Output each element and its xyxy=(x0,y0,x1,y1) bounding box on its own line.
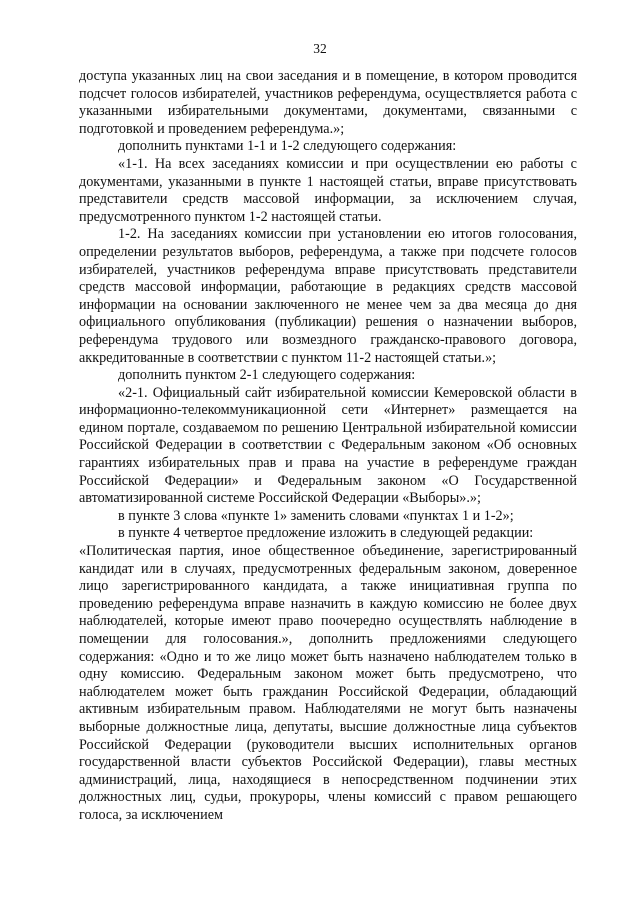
paragraph-point-3-change: в пункте 3 слова «пункте 1» заменить словами «пунктах 1 и 1-2»; xyxy=(118,507,514,524)
paragraph-point-4-new-text: «Политическая партия, иное общественное объединение, зарегистрированный кандидат или в случаях, предусмотренных федеральным законом, доверенное лицо зарегистрированного кандидата, а также инициативная группа по проведению референдума вправе назначить в каждую комиссию не более двух наблюдателей, которые имеют право поочередно осуществлять наблюдение в помещении для голосования.», дополнить предложениями следующего содержания: «Одно и то же лицо может быть назначено наблюдателем только в одну комиссию. Федеральным законом может быть предусмотрено, что наблюдателем может быть гражданин Российской Федерации, обладающий активным избирательным правом. Наблюдателями не могут быть назначены выборные должностные лица, депутаты, высшие должностные лица субъектов Российской Федерации (руководители высших исполнительных органов государственной власти субъектов Российской Федерации), главы местных администраций, лица, находящиеся в непосредственном подчинении этих должностных лиц, судьи, прокуроры, члены комиссий с правом решающего голоса, за исключением xyxy=(79,543,577,823)
paragraph-amend-points-1-1-1-2: дополнить пунктами 1-1 и 1-2 следующего содержания: xyxy=(118,138,457,155)
paragraph-amend-point-2-1: дополнить пунктом 2-1 следующего содержания: xyxy=(118,367,416,384)
page-number: 32 xyxy=(313,41,327,56)
document-body xyxy=(79,68,577,825)
paragraph-point-4-change: в пункте 4 четвертое предложение изложить в следующей редакции: xyxy=(118,525,534,542)
paragraph-point-1-1: «1-1. На всех заседаниях комиссии и при осуществлении ею работы с документами, указанными в пункте 1 настоящей статьи, вправе присутствовать представители средств массовой информации, за исключением случая, предусмотренного пунктом 1-2 настоящей статьи. xyxy=(79,155,577,225)
paragraph-point-2-1: «2-1. Официальный сайт избирательной комиссии Кемеровской области в информационно-телекоммуникационной сети «Интернет» размещается на едином портале, создаваемом по решению Центральной избирательной комиссии Российской Федерации в соответствии с Федеральным законом «Об основных гарантиях избирательных прав и права на участие в референдуме граждан Российской Федерации» и Федеральным законом «О Государственной автоматизированной системе Российской Федерации «Выборы».»; xyxy=(79,384,577,507)
paragraph-continuation: доступа указанных лиц на свои заседания и в помещение, в котором проводится подсчет голосов избирателей, участников референдума, осуществляется работа с указанными избирательными документами, документами, связанными с подготовкой и проведением референдума.»; xyxy=(79,68,577,137)
paragraph-point-1-2: 1-2. На заседаниях комиссии при установлении ею итогов голосования, определении результатов выборов, референдума, а также при подсчете голосов избирателей, участников референдума вправе присутствовать представители средств массовой информации, работающие в редакциях средств массовой информации на основании заключенного не менее чем за два месяца до дня официального опубликования (публикации) решения о назначении выборов, референдума трудового или возмездного гражданско-правового договора, аккредитованные в соответствии с пунктом 11-2 настоящей статьи.»; xyxy=(79,226,577,366)
